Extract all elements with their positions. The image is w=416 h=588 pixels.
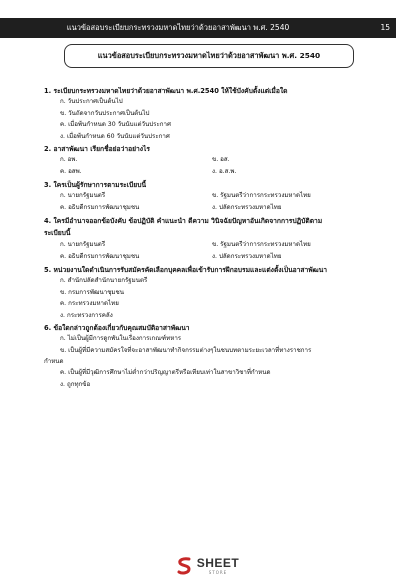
option: ก. อพ. [60, 156, 78, 163]
option: ก. วันประกาศเป็นต้นไป [60, 98, 123, 105]
question-3: 3. ใครเป็นผู้รักษาการตามระเบียบนี้ [44, 181, 147, 189]
option: ก. นายกรัฐมนตรี [60, 192, 106, 199]
question-4-continued: ระเบียบนี้ [44, 229, 71, 237]
option: ง. กระทรวงการคลัง [60, 311, 113, 319]
sheet-store-logo-icon [177, 557, 193, 575]
question-5: 5. หน่วยงานใดดำเนินการรับสมัครคัดเลือกบุคคลเพื่อเข้ารับการฝึกอบรมและแต่งตั้งเป็นอาสาพัฒนา [44, 266, 328, 274]
option: ง. ปลัดกระทรวงมหาดไทย [212, 253, 282, 260]
option-grid [60, 154, 384, 178]
option-continued: กำหนด [44, 358, 64, 365]
footer-logo [0, 556, 416, 575]
option: ง. เมื่อพ้นกำหนด 60 วันนับแต่วันประกาศ [60, 132, 170, 140]
option: ข. อส. [212, 156, 230, 163]
option: ค. กระทรวงมหาดไทย [60, 300, 119, 307]
question-list [44, 84, 384, 390]
option: ข. รัฐมนตรีว่าการกระทรวงมหาดไทย [212, 192, 311, 199]
option: ค. อธิบดีกรมการพัฒนาชุมชน [60, 253, 140, 260]
option: ค. อธิบดีกรมการพัฒนาชุมชน [60, 204, 140, 211]
question-4: 4. ใครมีอำนาจออกข้อบังคับ ข้อปฏิบัติ คำแนะนำ ตีความ วินิจฉัยปัญหาอันเกิดจากการปฏิบัติตาม [44, 217, 323, 225]
option: ข. เป็นผู้ที่มีความสมัครใจที่จะอาสาพัฒนาทำกิจกรรมต่างๆในชนบทตามระยะเวลาที่ทางราชการ [60, 346, 312, 354]
page-number: 15 [380, 23, 390, 32]
option: ค. อสพ. [60, 168, 82, 175]
option: ข. รัฐมนตรีว่าการกระทรวงมหาดไทย [212, 241, 311, 248]
question-6: 6. ข้อใดกล่าวถูกต้องเกี่ยวกับคุณสมบัติอาสาพัฒนา [44, 324, 190, 332]
option: ก. สำนักปลัดสำนักนายกรัฐมนตรี [60, 277, 148, 284]
option: ก. นายกรัฐมนตรี [60, 241, 106, 248]
option: ค. เมื่อพ้นกำหนด 30 วันนับแต่วันประกาศ [60, 121, 171, 128]
document-title: แนวข้อสอบระเบียบกระทรวงมหาดไทยว่าด้วยอาสาพัฒนา พ.ศ. 2540 [97, 51, 321, 60]
page-header [0, 18, 396, 38]
option: ข. วันถัดจากวันประกาศเป็นต้นไป [60, 109, 150, 117]
question-1: 1. ระเบียบกระทรวงมหาดไทยว่าด้วยอาสาพัฒนา พ.ศ.2540 ให้ใช้บังคับตั้งแต่เมื่อใด [44, 87, 288, 95]
option: ง. ปลัดกระทรวงมหาดไทย [212, 204, 282, 211]
question-2: 2. อาสาพัฒนา เรียกชื่อย่อว่าอย่างไร [44, 145, 150, 153]
header-title: แนวข้อสอบระเบียบกระทรวงมหาดไทยว่าด้วยอาสาพัฒนา พ.ศ. 2540 [66, 23, 290, 32]
option: ค. เป็นผู้ที่มีวุฒิการศึกษาไม่ต่ำกว่าปริญญาตรีหรือเทียบเท่าในสาขาวิชาที่กำหนด [60, 369, 271, 376]
option-grid [60, 190, 384, 214]
option: ง. ถูกทุกข้อ [60, 380, 91, 388]
option-grid [60, 239, 384, 263]
logo-subtext: STORE [208, 570, 228, 575]
option: ก. ไม่เป็นผู้มีการดูกพันในเรื่องการเกณฑ์ทหาร [60, 335, 182, 342]
option: ข. กรมการพัฒนาชุมชน [60, 288, 124, 296]
option: ง. อ.ส.พ. [212, 168, 237, 175]
logo-text-block [197, 556, 240, 575]
logo-text: SHEET [196, 556, 240, 570]
document-title-box [64, 44, 354, 68]
